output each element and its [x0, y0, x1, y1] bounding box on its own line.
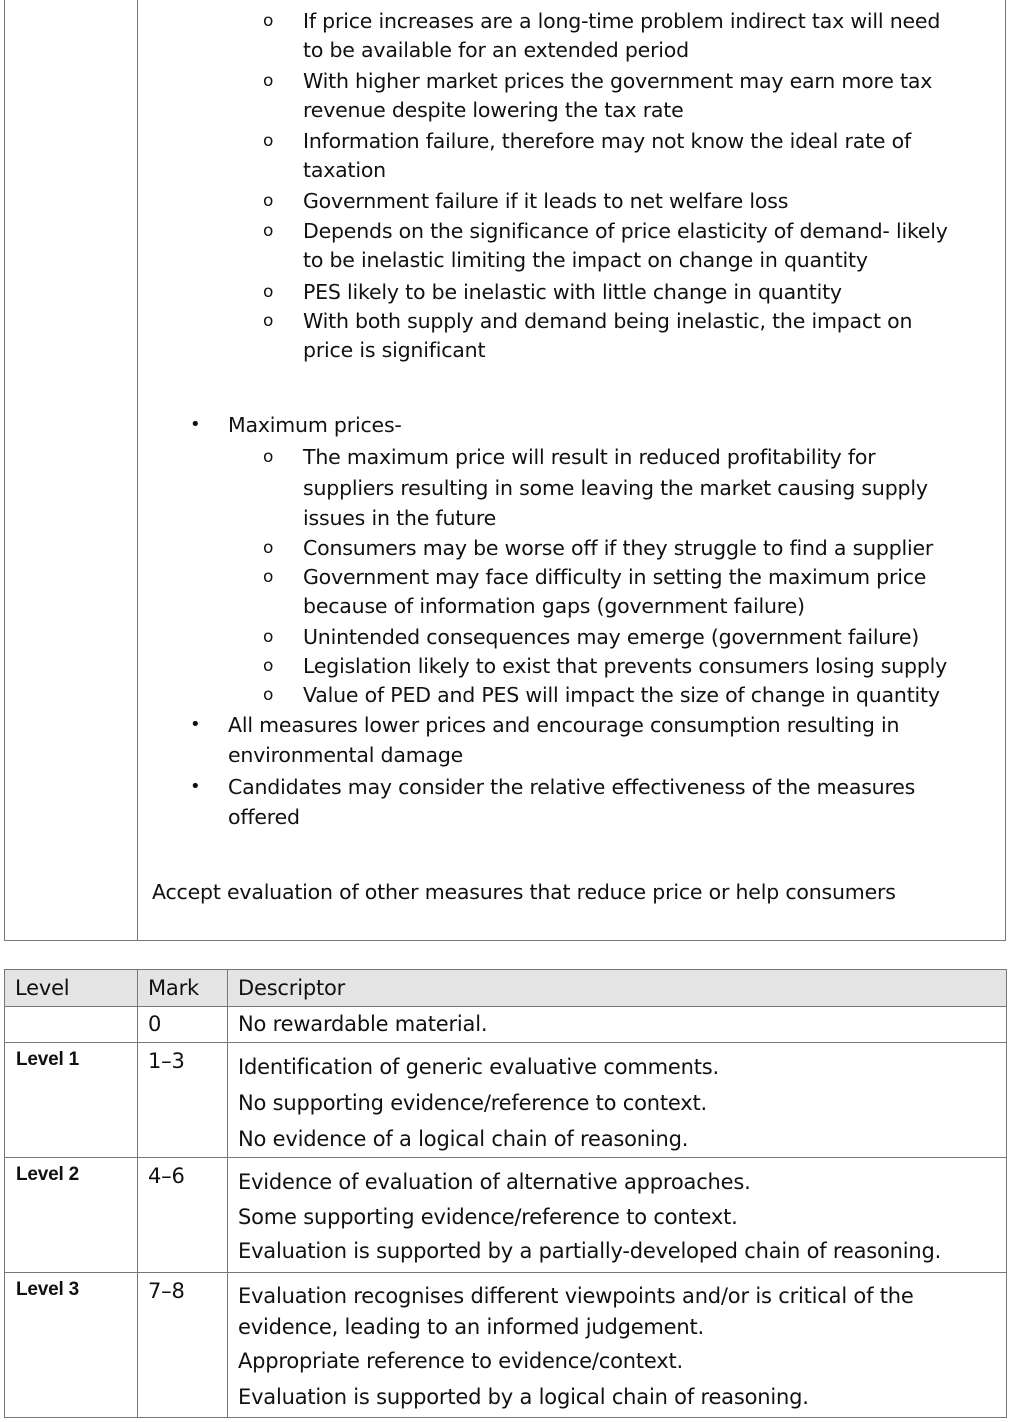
sub-point: o Value of PED and PES will impact the size of change in quantity — [303, 681, 993, 710]
circle-bullet-icon: o — [263, 11, 274, 31]
sub-point: o Government failure if it leads to net welfare loss — [303, 187, 993, 216]
header-descriptor: Descriptor — [228, 970, 1007, 1007]
footer-note: Accept evaluation of other measures that reduce price or help consumers — [152, 880, 896, 904]
bullet-icon: • — [190, 414, 201, 435]
header-level: Level — [5, 970, 138, 1007]
table-row — [5, 1158, 1007, 1273]
table-header-row — [5, 970, 1007, 1007]
circle-bullet-icon: o — [263, 685, 274, 705]
circle-bullet-icon: o — [263, 221, 274, 241]
descriptor-cell: No rewardable material. — [228, 1007, 1007, 1043]
descriptor-cell: Evaluation recognises different viewpoints and/or is critical of the evidence, leading to an informed judgement. Appropriate reference to evidence/context. Evaluation is supported by a logical chain of reasoning. — [228, 1273, 1007, 1418]
question-number-cell — [5, 0, 138, 940]
indicative-content-cell — [138, 0, 1005, 940]
mark-cell: 7–8 — [138, 1273, 228, 1418]
mark-cell: 0 — [138, 1007, 228, 1043]
sub-point: o Information failure, therefore may not know the ideal rate of taxation — [263, 129, 911, 182]
level-cell: Level 2 — [5, 1158, 138, 1273]
bullet-icon: • — [190, 714, 201, 735]
circle-bullet-icon: o — [263, 71, 274, 91]
bullet-point: • All measures lower prices and encourage consumption resulting in environmental damage — [228, 710, 968, 770]
sub-point: o Government may face difficulty in setting the maximum price because of information gaps (government failure) — [263, 565, 927, 618]
bullet-point: • Candidates may consider the relative effectiveness of the measures offered — [228, 772, 968, 832]
sub-point: o Legislation likely to exist that prevents consumers losing supply — [303, 652, 993, 681]
descriptor-cell: Identification of generic evaluative comments. No supporting evidence/reference to context. No evidence of a logical chain of reasoning. — [228, 1043, 1007, 1158]
mark-cell: 4–6 — [138, 1158, 228, 1273]
sub-point: o With both supply and demand being inelastic, the impact on price is significant — [263, 309, 913, 362]
table-row — [5, 1273, 1007, 1418]
table-row — [5, 1007, 1007, 1043]
header-mark: Mark — [138, 970, 228, 1007]
sub-point: o The maximum price will result in reduced profitability for suppliers resulting in some leaving the market causing supply issues in the future — [303, 442, 993, 534]
sub-point: o Consumers may be worse off if they struggle to find a supplier — [303, 534, 993, 563]
level-cell — [5, 1007, 138, 1043]
circle-bullet-icon: o — [263, 538, 274, 558]
indicative-content-table — [4, 0, 1006, 941]
circle-bullet-icon: o — [263, 191, 274, 211]
level-cell: Level 3 — [5, 1273, 138, 1418]
sub-point: o If price increases are a long-time problem indirect tax will need to be available for an extended period — [263, 9, 941, 62]
level-cell: Level 1 — [5, 1043, 138, 1158]
descriptor-cell: Evidence of evaluation of alternative approaches. Some supporting evidence/reference to context. Evaluation is supported by a partially-developed chain of reasoning. — [228, 1158, 1007, 1273]
sub-point: o With higher market prices the government may earn more tax revenue despite lowering the tax rate — [263, 69, 933, 122]
circle-bullet-icon: o — [263, 131, 274, 151]
circle-bullet-icon: o — [263, 567, 274, 587]
circle-bullet-icon: o — [263, 447, 274, 467]
mark-cell: 1–3 — [138, 1043, 228, 1158]
circle-bullet-icon: o — [263, 656, 274, 676]
circle-bullet-icon: o — [263, 311, 274, 331]
sub-point: o PES likely to be inelastic with little change in quantity — [303, 278, 993, 307]
sub-point: o Unintended consequences may emerge (government failure) — [303, 623, 993, 652]
table-row — [5, 1043, 1007, 1158]
sub-point: o Depends on the significance of price elasticity of demand- likely to be inelastic limiting the impact on change in quantity — [263, 219, 948, 272]
bullet-point-maximum-prices: • Maximum prices- — [228, 410, 968, 440]
levels-marking-table — [4, 969, 1007, 1418]
circle-bullet-icon: o — [263, 282, 274, 302]
circle-bullet-icon: o — [263, 627, 274, 647]
bullet-icon: • — [190, 776, 201, 797]
